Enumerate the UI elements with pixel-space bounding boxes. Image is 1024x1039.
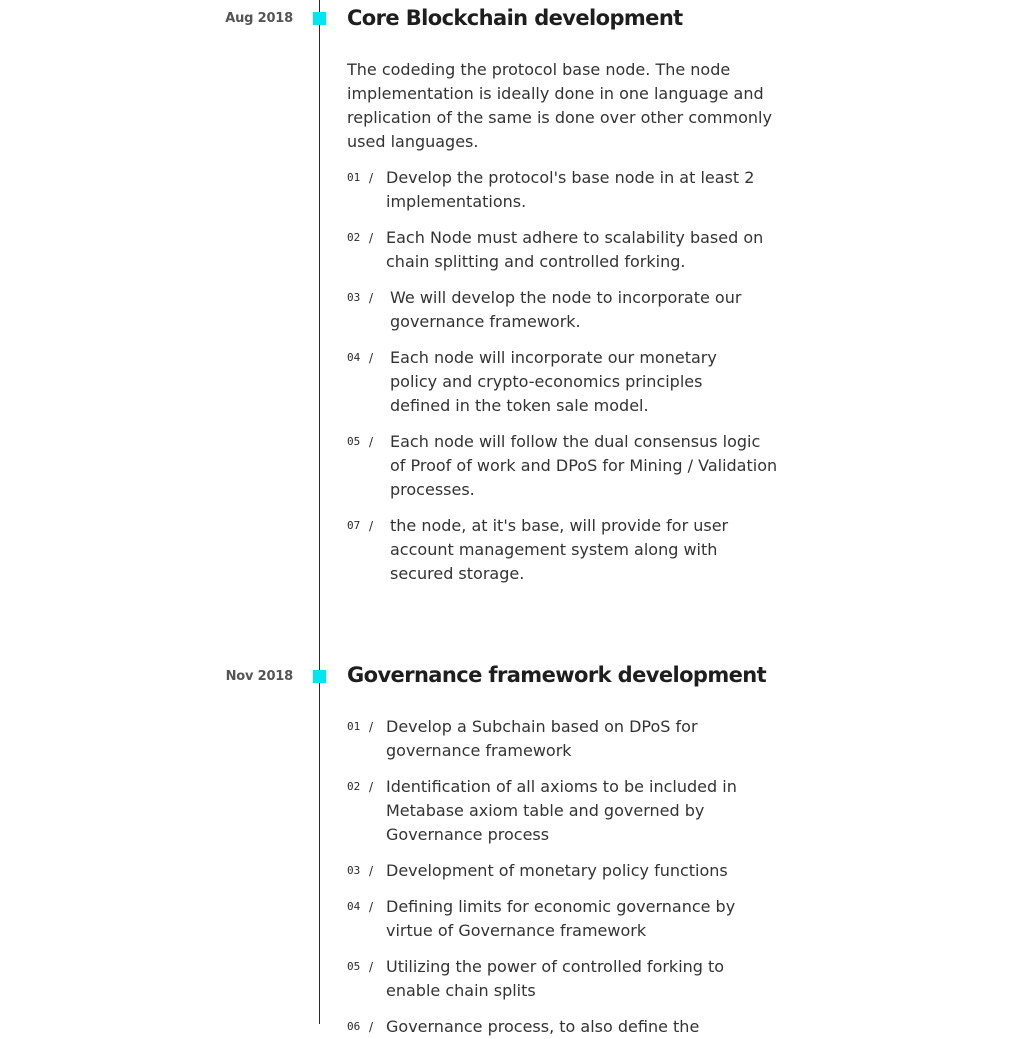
- task-separator: /: [369, 864, 374, 878]
- task-number: 07: [347, 519, 361, 532]
- task-number: 02: [347, 231, 361, 244]
- task-text: Develop a Subchain based on DPoS for governance framework: [386, 717, 698, 760]
- task-number: 02: [347, 780, 361, 793]
- task-number: 01: [347, 720, 361, 733]
- task-item: [347, 1015, 797, 1039]
- task-number: 01: [347, 171, 361, 184]
- task-text: Each Node must adhere to scalability based on chain splitting and controlled forking.: [386, 228, 764, 271]
- task-number: 05: [347, 960, 361, 973]
- task-item: [347, 715, 797, 763]
- task-text: Governance process, to also define the: [386, 1017, 700, 1036]
- task-separator: /: [369, 720, 374, 734]
- task-item: [347, 286, 797, 334]
- task-separator: /: [369, 231, 374, 245]
- task-item: [347, 226, 797, 274]
- task-item: [347, 514, 797, 586]
- milestone-date: Aug 2018: [225, 11, 293, 26]
- task-separator: /: [369, 351, 374, 365]
- timeline-line: [319, 0, 320, 1024]
- task-number: 04: [347, 900, 361, 913]
- task-item: [347, 430, 797, 502]
- task-text: We will develop the node to incorporate our governance framework.: [390, 288, 742, 331]
- task-separator: /: [369, 780, 374, 794]
- task-separator: /: [369, 960, 374, 974]
- task-number: 05: [347, 435, 361, 448]
- timeline-marker: [313, 670, 326, 683]
- milestone-task-list: [347, 166, 797, 586]
- task-item: [347, 859, 797, 883]
- milestone-task-list: [347, 715, 797, 1039]
- task-text: the node, at it's base, will provide for user account management system along with secured storage.: [390, 516, 729, 583]
- milestone-title: Core Blockchain development: [347, 6, 683, 30]
- task-separator: /: [369, 291, 374, 305]
- task-number: 06: [347, 1020, 361, 1033]
- timeline-marker: [313, 12, 326, 25]
- task-separator: /: [369, 1020, 374, 1034]
- task-number: 03: [347, 291, 361, 304]
- task-item: [347, 895, 797, 943]
- task-number: 03: [347, 864, 361, 877]
- task-number: 04: [347, 351, 361, 364]
- task-text: Develop the protocol's base node in at least 2 implementations.: [386, 168, 755, 211]
- milestone-title: Governance framework development: [347, 663, 767, 687]
- task-text: Development of monetary policy functions: [386, 861, 728, 880]
- task-text: Identification of all axioms to be included in Metabase axiom table and governed by Governance process: [386, 777, 737, 844]
- task-separator: /: [369, 435, 374, 449]
- task-text: Utilizing the power of controlled forking to enable chain splits: [386, 957, 725, 1000]
- task-separator: /: [369, 900, 374, 914]
- task-item: [347, 166, 797, 214]
- task-text: Each node will incorporate our monetary policy and crypto-economics principles defined in the token sale model.: [390, 348, 717, 415]
- milestone-description: The codeding the protocol base node. The node implementation is ideally done in one language and replication of the same is done over other commonly used languages.: [347, 60, 772, 151]
- task-item: [347, 955, 797, 1003]
- task-separator: /: [369, 171, 374, 185]
- task-item: [347, 346, 797, 418]
- milestone-date: Nov 2018: [225, 669, 293, 684]
- task-text: Defining limits for economic governance by virtue of Governance framework: [386, 897, 736, 940]
- task-item: [347, 775, 797, 847]
- task-text: Each node will follow the dual consensus logic of Proof of work and DPoS for Mining / Validation processes.: [390, 432, 778, 499]
- task-separator: /: [369, 519, 374, 533]
